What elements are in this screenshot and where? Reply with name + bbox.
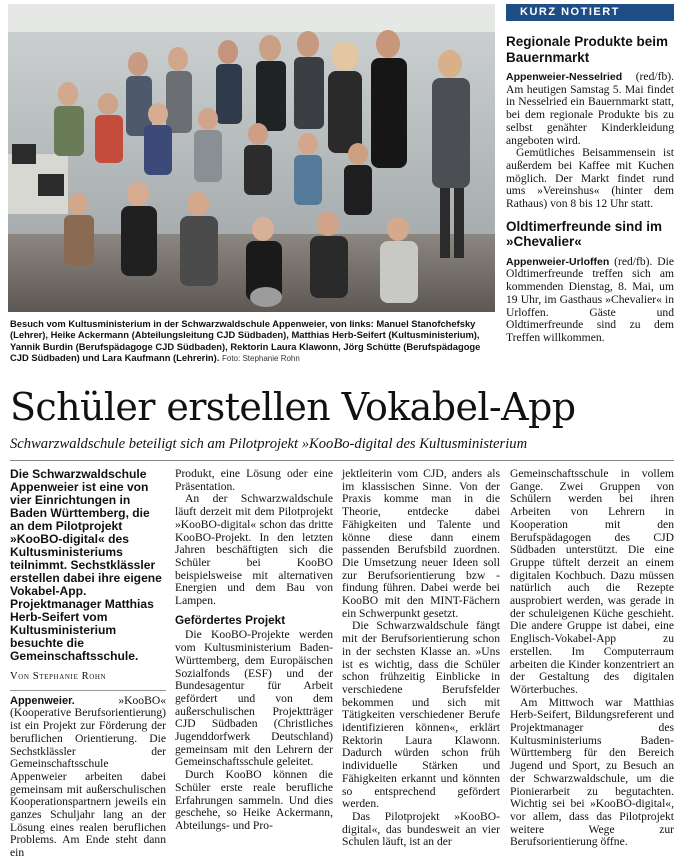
article-author: Von Stephanie Rohn xyxy=(10,671,107,682)
article-body-text: »KooBO« (Kooperative Berufsorientierung) ist ein Projekt zur Förderung der beruflichen Orientierung. Die Sechstklässler der Gemeinschaftsschule Appenweier arbeiten dabei gemeinsam mit außerschulischen Kooperationspartnern jeweils ein ganzes Schuljahr lang an der Lösung eines realen beruflichen Problems. Am Ende steht dann ein xyxy=(10,693,166,860)
article-dateline: Appenweier. xyxy=(10,694,75,707)
author-divider xyxy=(10,690,166,691)
section-label: KURZ NOTIERT xyxy=(506,4,674,21)
sidebar-headline-oldtimer: Oldtimerfreunde sind im »Chevalier« xyxy=(506,218,663,250)
article-column-1 xyxy=(10,468,166,860)
photo-credit: Foto: Stephanie Rohn xyxy=(222,354,300,364)
sidebar-item-bauernmarkt xyxy=(506,71,674,211)
article-photo xyxy=(8,4,495,312)
article-lead: Die Schwarzwaldschule Appenweier ist eine von vier Einrichtungen in Baden Württemberg, die an dem Pilotprojekt »KooBO-digital« des Kultusministeriums teilnimmt. Sechstklässler erstellen dabei ihre eigene Vokabel-App. Projektmanager Matthias Herb-Seifert vom Kultusministerium besuchte die Gemeinschaftsschule. xyxy=(10,467,162,663)
dateline: Appenweier-Nesselried xyxy=(506,71,623,83)
dateline: Appenweier-Urloffen xyxy=(506,255,610,268)
article-subheadline: Schwarzwaldschule beteiligt sich am Pilotprojekt »KooBo-digital des Kultusministerium xyxy=(10,436,528,452)
article-column-3 xyxy=(342,468,500,849)
sidebar-headline-bauernmarkt: Regionale Produkte beim Bauernmarkt xyxy=(506,34,669,65)
article-paragraph: Die KooBO-Projekte werden vom Kultusministerium Baden-Württemberg, dem Europäischen Sozialfonds (ESF) und der Bundesagentur für Arbeit gefördert und von dem außerschulischen Projektträger CJD Südbaden (Christliches Jugenddorfwerk Deutschland) gemeinsam mit den Lehrern der Gemeinschaftsschule geleitet. xyxy=(175,628,333,769)
article-paragraph: Produkt, eine Lösung oder eine Präsentation. xyxy=(175,467,333,493)
article-headline: Schüler erstellen Vokabel-App xyxy=(10,385,576,429)
article-paragraph: jektleiterin vom CJD, anders als im klassischen Sinne. Von der Praxis komme man in die Theorie, entdecke dabei Fähigkeiten und Talente und könne diese dann einem passenden Berufsbild zuordnen. Die Umsetzung neuer Ideen soll zur Berufsorientierung bzw -findung führen. Dabei werde bei KooBO mit den MINT-Fächern ein Schwerpunkt gesetzt. xyxy=(342,467,500,620)
article-column-4 xyxy=(510,468,674,849)
article-paragraph: Durch KooBO können die Schüler erste reale berufliche Erfahrungen sammeln. Und dies geschehe, so Heike Ackermann, Abteilungs- und Pro- xyxy=(175,768,333,832)
article-subhead: Gefördertes Projekt xyxy=(175,612,286,627)
article-paragraph: Am Mittwoch war Matthias Herb-Seifert, Bildungsreferent und Projektmanager des Kultusministeriums Baden-Württemberg für den Bereich Jugend und Sport, zu Besuch an der Schwarzwaldschule, um die Pionierarbeit zu begutachten. Wichtig sei bei »KooBO-digital«, vor allem, dass das Pilotprojekt weitere Wege zur Berufsorientierung öffne. xyxy=(510,695,674,849)
sidebar-paragraph: Gemütliches Beisammensein ist außerdem bei Kaffee mit Kuchen möglich. Der Markt findet rund ums »Vereinshus« (hinter dem Rathaus) von 8 bis 12 Uhr statt. xyxy=(506,146,674,211)
photo-caption-text: Besuch vom Kultusministerium in der Schwarzwaldschule Appenweier, von links: Manuel Stanofchefsky (Lehrer), Heike Ackermann (Abteilungsleitung CJD Südbaden), Matthias Herb-Seifert (Kultusministerium), Yannik Burdin (Berufspädagoge CJD Südbaden), Rektorin Laura Klawonn, Jörg Schütte (Berufspädagoge CJD Südbaden) und Lara Kaufmann (Lehrerin). xyxy=(10,318,481,364)
article-paragraph: Gemeinschaftsschule in vollem Gange. Zwei Gruppen von Schülern werden bei ihren Arbeiten von Lehrern in Kooperation mit den Berufspädagogen des CJD Südbaden unterstützt. Die eine Gruppe tüftelt derzeit an einem digitalen Kochbuch. Dazu müssen natürlich auch die Rezepte ausprobiert werden, was gerade in der schuleigenen Küche geschieht. Die andere Gruppe ist dabei, eine Englisch-Vokabel-App zu erstellen. Im Computerraum arbeiten die Kinder konzentriert an der Gestaltung des digitalen Wörterbuches. xyxy=(510,467,674,696)
sidebar-body-text: (red/fb). Die Oldtimerfreunde treffen sich am kommenden Dienstag, 8. Mai, um 19 Uhr, im Gasthaus »Chevalier« in Urloffen. Gäste und Oldtimerfreunde sind zu dem Treffen willkommen. xyxy=(506,254,674,344)
article-column-2 xyxy=(175,468,333,833)
sidebar-body-text: (red/fb). Am heutigen Samstag 5. Mai findet in Nesselried ein Bauernmarkt statt, bei dem regionale Produkte bis zu selbst genähter Kinderkleidung angeboten wird. xyxy=(506,70,674,147)
group-photo-illustration xyxy=(8,4,495,312)
article-paragraph: An der Schwarzwaldschule läuft derzeit mit dem Pilotprojekt »KooBO-digital« schon das dritte KooBO-Projekt. In den letzten Jahren beschäftigten sich die Schüler bei KooBO beispielsweise mit alternativen Energien und dem Bau von Lampen. xyxy=(175,492,333,608)
photo-caption xyxy=(10,318,496,365)
headline-divider xyxy=(10,460,674,461)
article-paragraph: Das Pilotprojekt »KooBO-digital«, das bundesweit an vier Schulen läuft, ist an der xyxy=(342,809,500,849)
sidebar-item-oldtimer xyxy=(506,256,674,345)
article-paragraph xyxy=(10,695,166,860)
article-paragraph: Die Schwarzwaldschule fängt mit der Berufsorientierung schon in der sechsten Klasse an. »Uns ist es wichtig, dass die Schüler schon frühzeitig Einblicke in verschiedene Berufsfelder bekommen und sich mit Tätigkeiten verschiedener Berufe identifizieren können«, erklärt Rektorin Laura Klawonn. Dadurch würden schon früh individuelle Stärken und Fähigkeiten erkannt und könnten so entsprechend gefördert werden. xyxy=(342,619,500,811)
kurz-notiert-sidebar xyxy=(506,4,674,345)
